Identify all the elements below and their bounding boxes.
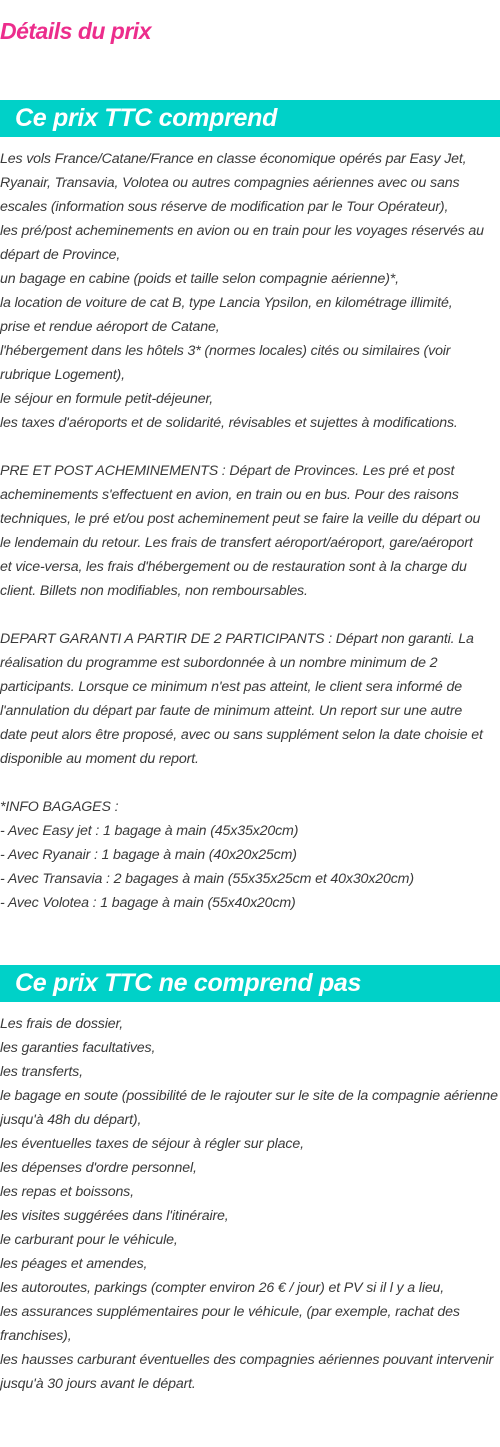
text-line: *INFO BAGAGES : <box>0 799 119 815</box>
text-line: date peut alors être proposé, avec ou sans supplément selon la date choisie et <box>0 727 483 743</box>
includes-text <box>0 147 500 915</box>
text-line: escales (information sous réserve de modification par le Tour Opérateur), <box>0 199 449 215</box>
text-line: les assurances supplémentaires pour le véhicule, (par exemple, rachat des <box>0 1304 460 1320</box>
text-line: prise et rendue aéroport de Catane, <box>0 319 220 335</box>
text-line: les repas et boissons, <box>0 1184 134 1200</box>
text-line: départ de Province, <box>0 247 121 263</box>
text-line: Les vols France/Catane/France en classe économique opérés par Easy Jet, <box>0 151 467 167</box>
text-line: techniques, le pré et/ou post acheminement peut se faire la veille du départ ou <box>0 511 481 527</box>
text-line: la location de voiture de cat B, type Lancia Ypsilon, en kilométrage illimité, <box>0 295 453 311</box>
paragraph-spacer <box>0 771 500 795</box>
text-line: réalisation du programme est subordonnée à un nombre minimum de 2 <box>0 655 438 671</box>
text-line: le carburant pour le véhicule, <box>0 1232 178 1248</box>
text-line: DEPART GARANTI A PARTIR DE 2 PARTICIPANTS : Départ non garanti. La <box>0 631 474 647</box>
text-line: les autoroutes, parkings (compter environ 26 € / jour) et PV si il l y a lieu, <box>0 1280 445 1296</box>
text-line: Ryanair, Transavia, Volotea ou autres compagnies aériennes avec ou sans <box>0 175 460 191</box>
paragraph-spacer <box>0 435 500 459</box>
excludes-heading: Ce prix TTC ne comprend pas <box>0 965 500 1002</box>
includes-heading: Ce prix TTC comprend <box>0 100 500 137</box>
text-line: - Avec Ryanair : 1 bagage à main (40x20x25cm) <box>0 847 297 863</box>
text-line: Les frais de dossier, <box>0 1016 124 1032</box>
page-title: Détails du prix <box>0 18 151 44</box>
text-line: jusqu'à 48h du départ), <box>0 1112 142 1128</box>
text-line: disponible au moment du report. <box>0 751 199 767</box>
text-line: un bagage en cabine (poids et taille selon compagnie aérienne)*, <box>0 271 399 287</box>
text-line: et vice-versa, les frais d'hébergement ou de restauration sont à la charge du <box>0 559 467 575</box>
text-line: PRE ET POST ACHEMINEMENTS : Départ de Provinces. Les pré et post <box>0 463 455 479</box>
text-line: jusqu'à 30 jours avant le départ. <box>0 1376 196 1392</box>
text-line: rubrique Logement), <box>0 367 125 383</box>
text-line: le séjour en formule petit-déjeuner, <box>0 391 214 407</box>
text-line: le bagage en soute (possibilité de le rajouter sur le site de la compagnie aérienne <box>0 1088 498 1104</box>
text-line: franchises), <box>0 1328 72 1344</box>
text-line: les éventuelles taxes de séjour à régler sur place, <box>0 1136 304 1152</box>
text-line: les visites suggérées dans l'itinéraire, <box>0 1208 229 1224</box>
text-line: les dépenses d'ordre personnel, <box>0 1160 197 1176</box>
text-line: les péages et amendes, <box>0 1256 148 1272</box>
text-line: les garanties facultatives, <box>0 1040 156 1056</box>
text-line: l'hébergement dans les hôtels 3* (normes locales) cités ou similaires (voir <box>0 343 451 359</box>
text-line: acheminements s'effectuent en avion, en train ou en bus. Pour des raisons <box>0 487 459 503</box>
text-line: client. Billets non modifiables, non remboursables. <box>0 583 308 599</box>
text-line: les hausses carburant éventuelles des compagnies aériennes pouvant intervenir <box>0 1352 494 1368</box>
text-line: participants. Lorsque ce minimum n'est pas atteint, le client sera informé de <box>0 679 462 695</box>
text-line: les taxes d'aéroports et de solidarité, révisables et sujettes à modifications. <box>0 415 458 431</box>
text-line: - Avec Easy jet : 1 bagage à main (45x35x20cm) <box>0 823 299 839</box>
paragraph-spacer <box>0 603 500 627</box>
text-line: l'annulation du départ par faute de minimum atteint. Un report sur une autre <box>0 703 463 719</box>
text-line: les transferts, <box>0 1064 83 1080</box>
excludes-text <box>0 1012 500 1396</box>
text-line: le lendemain du retour. Les frais de transfert aéroport/aéroport, gare/aéroport <box>0 535 473 551</box>
text-line: les pré/post acheminements en avion ou en train pour les voyages réservés au <box>0 223 484 239</box>
text-line: - Avec Volotea : 1 bagage à main (55x40x20cm) <box>0 895 296 911</box>
text-line: - Avec Transavia : 2 bagages à main (55x35x25cm et 40x30x20cm) <box>0 871 414 887</box>
